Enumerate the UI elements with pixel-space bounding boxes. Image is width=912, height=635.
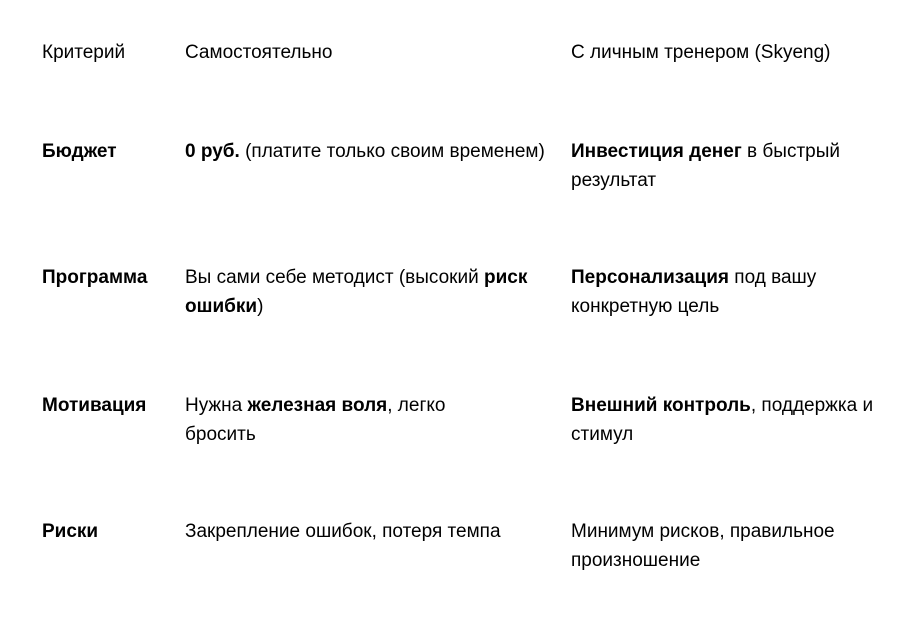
row-program-self-post: ) <box>257 296 264 317</box>
row-budget-coach-bold: Инвестиция денег <box>571 141 742 162</box>
row-motivation-coach <box>571 391 912 449</box>
row-motivation-criterion: Мотивация <box>42 395 147 416</box>
row-motivation-coach-text: , поддержка и <box>750 395 874 416</box>
row-motivation-self <box>185 391 505 449</box>
row-risks-self: Закрепление ошибок, потеря темпа <box>185 521 501 542</box>
row-program-coach <box>571 263 871 321</box>
row-motivation-self-pre: Нужна <box>185 395 248 416</box>
row-budget-self-bold: 0 руб. <box>185 141 240 162</box>
row-program-self-bold: риск ошибки <box>185 267 528 317</box>
row-budget-criterion: Бюджет <box>42 141 117 162</box>
row-motivation-coach-line1 <box>571 391 912 420</box>
row-budget-self-text: (платите только своим временем) <box>239 141 545 162</box>
header-coach: С личным тренером (Skyeng) <box>571 42 831 63</box>
header-criterion: Критерий <box>42 42 126 63</box>
row-budget-coach-text: в быстрый результат <box>571 141 840 191</box>
row-program-self <box>185 263 540 321</box>
row-risks-coach: Минимум рисков, правильное произношение <box>571 521 835 571</box>
row-budget-coach <box>571 137 871 195</box>
row-risks-criterion: Риски <box>42 521 99 542</box>
row-program-self-pre: Вы сами себе методист (высокий <box>185 267 484 288</box>
header-self: Самостоятельно <box>185 42 333 63</box>
row-motivation-self-bold: железная воля <box>247 395 388 416</box>
row-program-coach-bold: Персонализация <box>571 267 730 288</box>
row-motivation-coach-line2: стимул <box>571 424 634 445</box>
row-budget-self <box>185 137 560 166</box>
row-program-criterion: Программа <box>42 267 148 288</box>
row-motivation-coach-bold: Внешний контроль <box>571 395 751 416</box>
row-program-coach-text: под вашу конкретную цель <box>571 267 817 317</box>
row-motivation-self-post: , легко бросить <box>185 395 446 445</box>
